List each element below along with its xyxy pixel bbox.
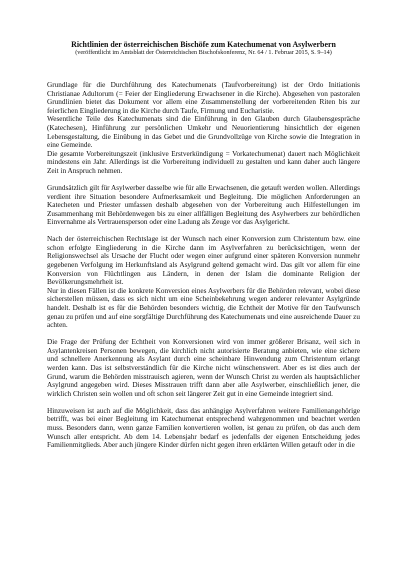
- paragraph-text: Die gesamte Vorbereitungszeit (inklusive Erstverkündigung = Vorkatechumenat) dauert nach Möglichkeit mindestens ein Jahr. Allerdings ist die Vorbereitung individuell zu gestalten und kann daher auch längere Zeit in Anspruch nehmen.: [47, 149, 360, 175]
- paragraph: [47, 81, 360, 176]
- paragraph-text: Hinzuweisen ist auch auf die Möglichkeit, dass das anhängige Asylverfahren weitere Familienangehörige betrifft, was bei einer Begleitung im Katechumenat entsprechend wahrgenommen und beachtet werden muss. Besonders dann, wenn ganze Familien konvertieren wollen, ist genau zu prüfen, ob das auch dem Wunsch aller entspricht. Ab dem 14. Lebensjahr bedarf es jedenfalls der eigenen Entscheidung jedes Familienmitglieds. Aber auch jüngere Kinder dürfen nicht gegen ihren erklärten Willen getauft oder in die: [47, 406, 360, 450]
- paragraph: [47, 338, 360, 398]
- document-title: Richtlinien der österreichischen Bischöfe zum Katechumenat von Asylwerbern: [71, 40, 336, 49]
- paragraph: [47, 407, 360, 450]
- document-body: [47, 81, 360, 450]
- paragraph-text: Grundsätzlich gilt für Asylwerber dasselbe wie für alle Erwachsenen, die getauft werden wollen. Allerdings verdient ihre Situation besondere Aufmerksamkeit und Begleitung. Die möglichen Anforderungen an Katecheten und Priester umfassen deshalb abgesehen von der Vorbereitung auch Hilfestellungen im Zusammenhang mit Behördenwegen bis zu einer allfälligen Begleitung des Asylwerbers zur behördlichen Einvernahme als Vertrauensperson oder eine Ladung als Zeuge vor das Asylgericht.: [47, 183, 360, 227]
- paragraph-text: Die Frage der Prüfung der Echtheit von Konversionen wird von immer größerer Brisanz, weil sich in Asylantenkreisen Personen bewegen, die kirchlich nicht autorisierte Beratung anbieten, wie eine sichere und schnellere Anerkennung als Asylant durch eine scheinbare Hinwendung zum Christentum erlangt werden kann. Das ist selbstverständlich für die Kirche nicht wünschenswert. Aber es ist dies auch der Grund, warum die Behörden misstrauisch agieren, wenn der Wunsch Christ zu werden als hauptsächlicher Asylgrund angegeben wird. Dieses Misstrauen trifft dann aber alle Asylwerber, einschließlich jener, die wirklich Christen sein wollen und oft schon seit längerer Zeit gut in eine Gemeinde integriert sind.: [47, 338, 360, 398]
- paragraph: [47, 184, 360, 227]
- paragraph-text: Nur in diesen Fällen ist die konkrete Konversion eines Asylwerbers für die Behörden relevant, wobei diese sicherstellen müssen, dass es sich nicht um eine Scheinbekehrung wegen anderer relevanter Asylgründe handelt. Deshalb ist es für die Behörden besonders wichtig, die Echtheit der Motive für den Taufwunsch genau zu prüfen und auf eine sorgfältige Durchführung des Katechumenats und eine ausreichende Dauer zu achten.: [47, 286, 360, 330]
- paragraph-text: Grundlage für die Durchführung des Katechumenats (Taufvorbereitung) ist der Ordo Initiationis Christianae Adultorum (= Feier der Eingliederung Erwachsener in die Kirche). Abgesehen von pastoralen Grundlinien bietet das Dokument vor allem eine Zusammenstellung der vorbereitenden Riten bis zur feierlichen Eingliederung in die Kirche durch Taufe, Firmung und Eucharistie.: [47, 81, 360, 115]
- document-subtitle: (veröffentlicht im Amtsblatt der Österreichischen Bischofskonferenz, Nr. 64 / 1. Februar 2015, S. 9–14): [75, 49, 332, 56]
- paragraph-text: Wesentliche Teile des Katechumenats sind die Einführung in den Glauben durch Glaubensgespräche (Katechesen), Hinführung zur persönlichen Umkehr und Neuorientierung hinsichtlich der eigenen Lebensgestaltung, die Einübung in das Gebet und die Grundvollzüge von Kirche sowie die Integration in eine Gemeinde.: [47, 115, 360, 150]
- paragraph-text: Nach der österreichischen Rechtslage ist der Wunsch nach einer Konversion zum Christentum bzw. eine schon erfolgte Eingliederung in die Kirche dann im Asylverfahren zu berücksichtigen, wenn der Religionswechsel als Ursache der Flucht oder wegen einer aufgrund einer späteren Konversion nunmehr gegebenen Verfolgung im Herkunftsland als Asylgrund geltend gemacht wird. Das gilt vor allem für eine Konversion von Flüchtlingen aus Ländern, in denen der Islam die dominante Religion der Bevölkerungsmehrheit ist.: [47, 235, 360, 287]
- paragraph: [47, 235, 360, 330]
